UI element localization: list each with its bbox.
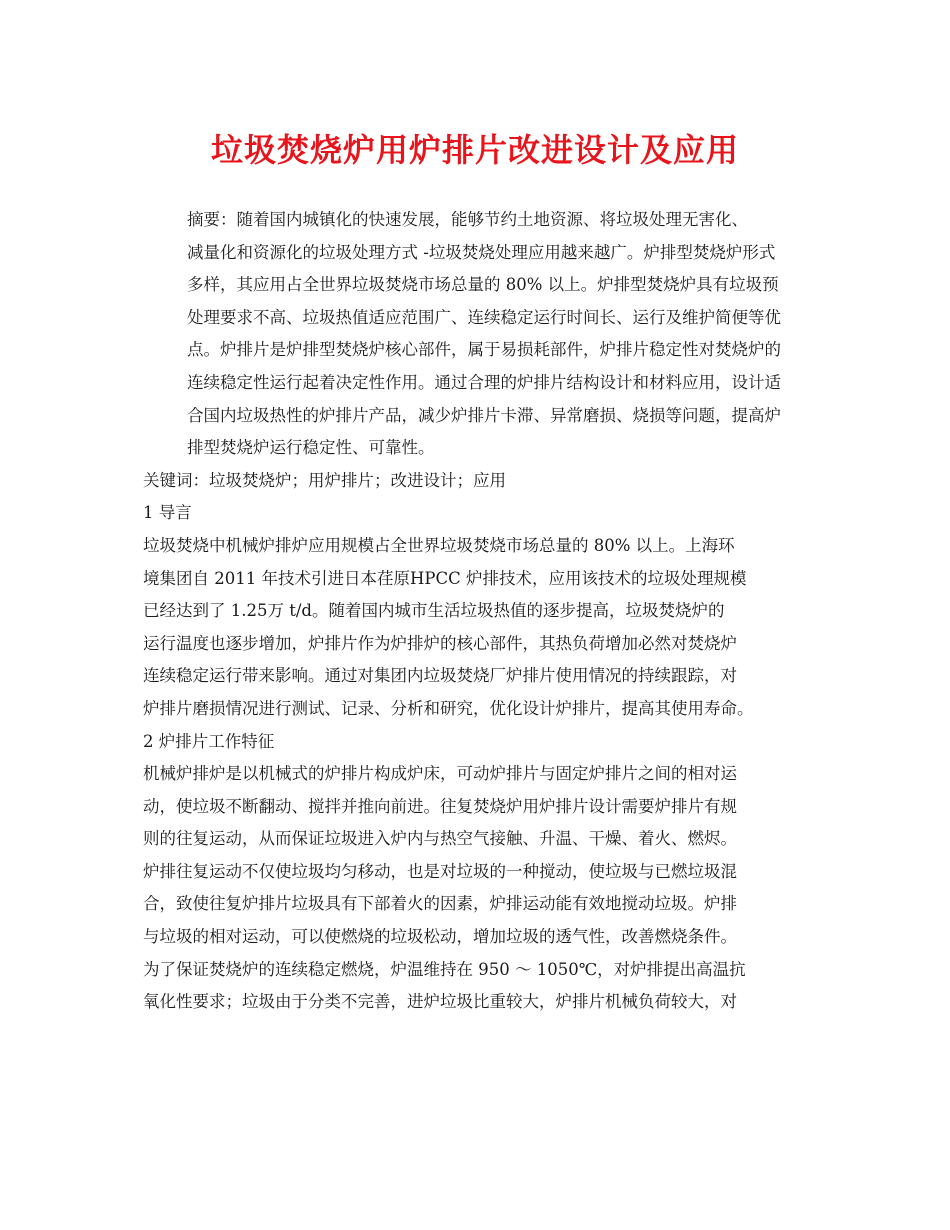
paragraph-line: 机械炉排炉是以机械式的炉排片构成炉床，可动炉排片与固定炉排片之间的相对运 (143, 764, 737, 784)
paragraph-line: 动，使垃圾不断翻动、搅拌并推向前进。往复焚烧炉用炉排片设计需要炉排片有规 (143, 796, 737, 816)
paragraph-line: 合，致使往复炉排片垃圾具有下部着火的因素，炉排运动能有效地搅动垃圾。炉排 (143, 894, 737, 914)
abstract-line: 连续稳定性运行起着决定性作用。通过合理的炉排片结构设计和材料应用，设计适 (187, 372, 781, 392)
abstract-line: 排型焚烧炉运行稳定性、可靠性。 (187, 438, 435, 458)
abstract-line: 合国内垃圾热性的炉排片产品，减少炉排片卡滞、异常磨损、烧损等问题，提高炉 (187, 405, 781, 425)
paragraph-line: 为了保证焚烧炉的连续稳定燃烧，炉温维持在 950 ～ 1050℃，对炉排提出高温抗 (143, 959, 746, 979)
abstract-line: 减量化和资源化的垃圾处理方式 -垃圾焚烧处理应用越来越广。炉排型焚烧炉形式 (187, 242, 776, 262)
paragraph-line: 与垃圾的相对运动，可以使燃烧的垃圾松动，增加垃圾的透气性，改善燃烧条件。 (143, 927, 737, 947)
abstract-line: 摘要：随着国内城镇化的快速发展，能够节约土地资源、将垃圾处理无害化、 (187, 210, 748, 229)
paragraph-line: 炉排片磨损情况进行测试、记录、分析和研究，优化设计炉排片，提高其使用寿命。 (143, 698, 754, 718)
paragraph-line: 运行温度也逐步增加，炉排片作为炉排炉的核心部件，其热负荷增加必然对焚烧炉 (143, 633, 737, 653)
paragraph-line: 垃圾焚烧中机械炉排炉应用规模占全世界垃圾焚烧市场总量的 80% 以上。上海环 (143, 535, 735, 555)
paragraph-line: 连续稳定运行带来影响。通过对集团内垃圾焚烧厂炉排片使用情况的持续跟踪，对 (143, 666, 737, 686)
paragraph-line: 炉排往复运动不仅使垃圾均匀移动，也是对垃圾的一种搅动，使垃圾与已燃垃圾混 (143, 861, 737, 881)
paragraph-line: 境集团自 2011 年技术引进日本荏原HPCC 炉排技术，应用该技术的垃圾处理规模 (143, 568, 747, 588)
section-heading: 2 炉排片工作特征 (143, 731, 275, 751)
section-heading: 1 导言 (143, 503, 192, 523)
abstract-line: 多样，其应用占全世界垃圾焚烧市场总量的 80% 以上。炉排型焚烧炉具有垃圾预 (187, 275, 779, 295)
document-title: 垃圾焚烧炉用炉排片改进设计及应用 (210, 131, 739, 169)
paragraph-line: 则的往复运动，从而保证垃圾进入炉内与热空气接触、升温、干燥、着火、燃烬。 (143, 829, 737, 849)
paragraph-line: 已经达到了 1.25万 t/d。随着国内城市生活垃圾热值的逐步提高，垃圾焚烧炉的 (143, 601, 725, 621)
paragraph-line: 氧化性要求；垃圾由于分类不完善，进炉垃圾比重较大，炉排片机械负荷较大，对 (143, 992, 737, 1012)
abstract-line: 处理要求不高、垃圾热值适应范围广、连续稳定运行时间长、运行及维护简便等优 (187, 307, 781, 327)
document-body (143, 204, 813, 1019)
abstract-line: 点。炉排片是炉排型焚烧炉核心部件，属于易损耗部件，炉排片稳定性对焚烧炉的 (187, 340, 781, 360)
keywords-line: 关键词：垃圾焚烧炉；用炉排片；改进设计；应用 (143, 470, 506, 490)
